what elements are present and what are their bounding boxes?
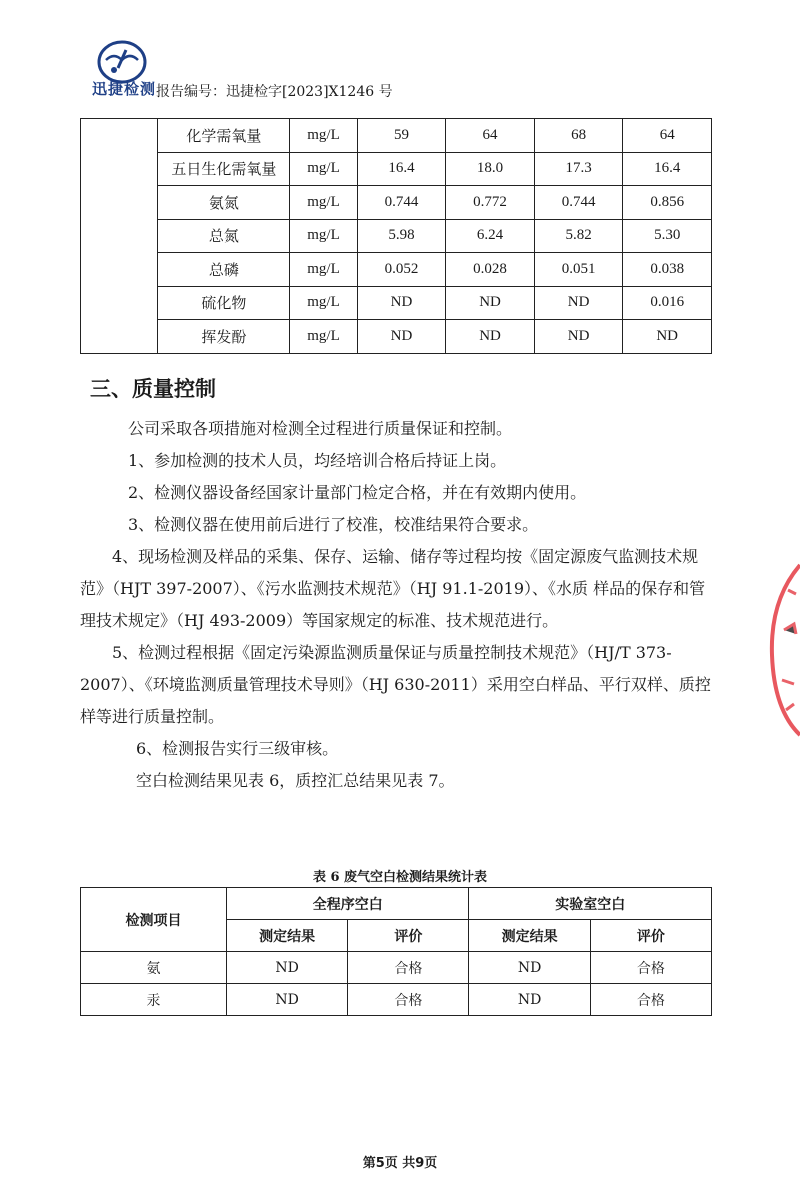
header-result: 测定结果 [469,920,590,952]
header-group-full-process: 全程序空白 [227,888,469,920]
unit-cell: mg/L [290,320,357,354]
value-cell: 0.028 [446,253,535,287]
table-row [81,152,712,186]
item-cell: 五日生化需氧量 [158,152,290,186]
paragraph-summary: 空白检测结果见表 6，质控汇总结果见表 7。 [136,771,455,790]
logo-text: 迅捷检测 [92,80,157,98]
value-cell: 68 [534,119,623,153]
value-cell: 0.856 [623,186,712,220]
unit-cell: mg/L [290,219,357,253]
value-cell: 64 [623,119,712,153]
unit-cell: mg/L [290,253,357,287]
table-row [81,286,712,320]
value-cell: 16.4 [357,152,446,186]
value-cell: 0.016 [623,286,712,320]
item-cell: 总氮 [158,219,290,253]
value-cell: 0.744 [534,186,623,220]
item-cell: 总磷 [158,253,290,287]
table-row [81,952,712,984]
value-cell: 5.82 [534,219,623,253]
report-number: 报告编号：迅捷检字[2023]X1246 号 [156,84,393,100]
paragraph-6: 6、检测报告实行三级审核。 [136,739,339,758]
value-cell: 6.24 [446,219,535,253]
section-title: 三、质量控制 [90,377,216,401]
value-cell: ND [469,952,590,984]
item-cell: 化学需氧量 [158,119,290,153]
value-cell: 5.98 [357,219,446,253]
value-cell: 0.052 [357,253,446,287]
table-row [81,119,712,153]
value-cell: 0.051 [534,253,623,287]
item-cell: 氨 [81,952,227,984]
value-cell: ND [623,320,712,354]
item-cell: 挥发酚 [158,320,290,354]
category-cell [81,119,158,354]
table-row [81,219,712,253]
table-header-row [81,888,712,920]
value-cell: 0.744 [357,186,446,220]
value-cell: 64 [446,119,535,153]
header-eval: 评价 [590,920,711,952]
value-cell: ND [469,984,590,1016]
paragraph [80,413,716,797]
item-cell: 硫化物 [158,286,290,320]
item-cell: 汞 [81,984,227,1016]
eval-cell: 合格 [348,952,469,984]
table-row [81,186,712,220]
header-item: 检测项目 [81,888,227,952]
unit-cell: mg/L [290,286,357,320]
paragraph-3: 3、检测仪器在使用前后进行了校准，校准结果符合要求。 [128,515,539,534]
header-group-lab: 实验室空白 [469,888,712,920]
unit-cell: mg/L [290,186,357,220]
value-cell: 16.4 [623,152,712,186]
blank-test-table [80,887,712,1016]
paragraph-4: 4、现场检测及样品的采集、保存、运输、储存等过程均按《固定源废气监测技术规范》（HJT 397-2007）、《污水监测技术规范》（HJ 91.1-2019）、《水质 样品的保存和管理技术规定》（HJ 493-2009）等国家规定的标准、技术规范进行。 [80,547,706,630]
table-row [81,253,712,287]
paragraph-intro: 公司采取各项措施对检测全过程进行质量保证和控制。 [128,419,513,438]
value-cell: ND [534,286,623,320]
value-cell: ND [357,320,446,354]
item-cell: 氨氮 [158,186,290,220]
table-row [81,320,712,354]
paragraph-1: 1、参加检测的技术人员，均经培训合格后持证上岗。 [128,451,507,470]
water-results-table [80,118,712,354]
table-caption: 表 6 废气空白检测结果统计表 [312,870,488,885]
red-stamp-fragment [766,560,800,740]
page-number: 第5页 共9页 [362,1156,438,1171]
unit-cell: mg/L [290,152,357,186]
eval-cell: 合格 [348,984,469,1016]
value-cell: ND [227,952,348,984]
value-cell: 18.0 [446,152,535,186]
value-cell: ND [357,286,446,320]
value-cell: ND [446,320,535,354]
value-cell: ND [534,320,623,354]
value-cell: ND [446,286,535,320]
eval-cell: 合格 [590,952,711,984]
paragraph-5: 5、检测过程根据《固定污染源监测质量保证与质量控制技术规范》（HJ/T 373-2007）、《环境监测质量管理技术导则》（HJ 630-2011）采用空白样品、平行双样、质控样等进行质量控制。 [80,643,711,726]
eval-cell: 合格 [590,984,711,1016]
value-cell: 0.772 [446,186,535,220]
paragraph-2: 2、检测仪器设备经国家计量部门检定合格，并在有效期内使用。 [128,483,587,502]
table-row [81,984,712,1016]
value-cell: 17.3 [534,152,623,186]
value-cell: 59 [357,119,446,153]
value-cell: 0.038 [623,253,712,287]
header-result: 测定结果 [227,920,348,952]
unit-cell: mg/L [290,119,357,153]
header-eval: 评价 [348,920,469,952]
value-cell: 5.30 [623,219,712,253]
value-cell: ND [227,984,348,1016]
